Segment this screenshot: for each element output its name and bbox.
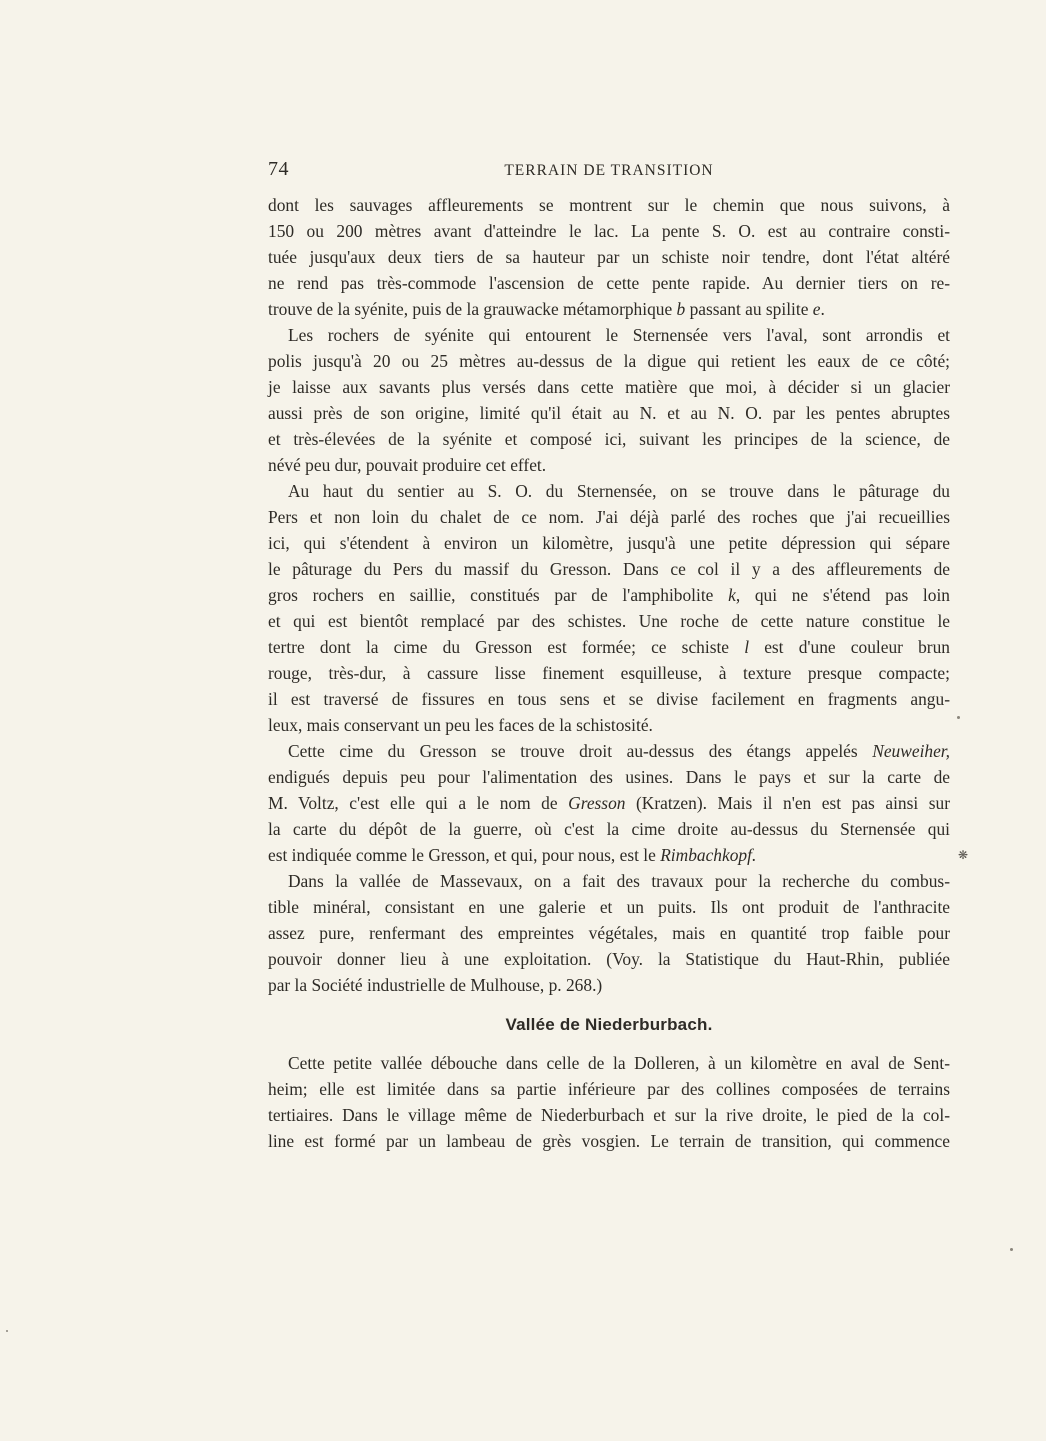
text-line: et qui est bientôt remplacé par des schistes. Une roche de cette nature constitue le	[268, 611, 950, 631]
text-line: 150 ou 200 mètres avant d'atteindre le lac. La pente S. O. est au contraire consti-	[268, 221, 950, 241]
text-line: assez pure, renfermant des empreintes végétales, mais en quantité trop faible pour	[268, 923, 950, 943]
text-line: névé peu dur, pouvait produire cet effet.	[268, 455, 547, 475]
page-header	[268, 158, 950, 188]
text-line: heim; elle est limitée dans sa partie inférieure par des collines composées de terrains	[268, 1079, 950, 1099]
text-line: tuée jusqu'aux deux tiers de sa hauteur par un schiste noir tendre, dont l'état altéré	[268, 247, 950, 267]
margin-mark-icon: ❋	[958, 848, 969, 862]
text-line: M. Voltz, c'est elle qui a le nom de Gresson (Kratzen). Mais il n'en est pas ainsi sur	[268, 793, 950, 813]
text-line: tible minéral, consistant en une galerie et un puits. Ils ont produit de l'anthracite	[268, 897, 950, 917]
section-heading: Vallée de Niederburbach.	[505, 1015, 713, 1034]
text-line: est indiquée comme le Gresson, et qui, pour nous, est le Rimbachkopf.	[268, 845, 757, 865]
text-line: tertre dont la cime du Gresson est formée; ce schiste l est d'une couleur brun	[268, 637, 950, 657]
text-line: gros rochers en saillie, constitués par de l'amphibolite k, qui ne s'étend pas loin	[268, 585, 950, 605]
text-line: ne rend pas très-commode l'ascension de cette pente rapide. Au dernier tiers on re-	[268, 273, 950, 293]
paper-speck	[957, 716, 960, 719]
text-line: endigués depuis peu pour l'alimentation des usines. Dans le pays et sur la carte de	[268, 767, 950, 787]
text-line: le pâturage du Pers du massif du Gresson. Dans ce col il y a des affleurements de	[268, 559, 950, 579]
paper-speck	[1010, 1248, 1013, 1251]
text-line: Cette petite vallée débouche dans celle de la Dolleren, à un kilomètre en aval de Sent-	[288, 1053, 950, 1073]
text-line: Pers et non loin du chalet de ce nom. J'ai déjà parlé des roches que j'ai recueillies	[268, 507, 950, 527]
text-line: dont les sauvages affleurements se montrent sur le chemin que nous suivons, à	[268, 195, 950, 215]
text-line: leux, mais conservant un peu les faces de la schistosité.	[268, 715, 653, 735]
text-line: Dans la vallée de Massevaux, on a fait des travaux pour la recherche du combus-	[288, 871, 950, 891]
text-line: il est traversé de fissures en tous sens et se divise facilement en fragments angu-	[268, 689, 950, 709]
text-line: Les rochers de syénite qui entourent le Sternensée vers l'aval, sont arrondis et	[288, 325, 950, 345]
text-line: par la Société industrielle de Mulhouse, p. 268.)	[268, 975, 603, 995]
text-line: et très-élevées de la syénite et composé ici, suivant les principes de la science, de	[268, 429, 950, 449]
text-line: Cette cime du Gresson se trouve droit au-dessus des étangs appelés Neuweiher,	[288, 741, 950, 761]
running-head: TERRAIN DE TRANSITION	[504, 162, 714, 179]
text-line: je laisse aux savants plus versés dans cette matière que moi, à décider si un glacier	[268, 377, 950, 397]
text-line: la carte du dépôt de la guerre, où c'est la cime droite au-dessus du Sternensée qui	[268, 819, 950, 839]
text-line: rouge, très-dur, à cassure lisse finement esquilleuse, à texture presque compacte;	[268, 663, 950, 683]
page-number: 74	[268, 158, 289, 180]
text-line: polis jusqu'à 20 ou 25 mètres au-dessus de la digue qui retient les eaux de ce côté;	[268, 351, 950, 371]
text-line: Au haut du sentier au S. O. du Sternensée, on se trouve dans le pâturage du	[288, 481, 950, 501]
text-line: tertiaires. Dans le village même de Niederburbach et sur la rive droite, le pied de la col-	[268, 1105, 950, 1125]
text-line: pouvoir donner lieu à une exploitation. (Voy. la Statistique du Haut-Rhin, publiée	[268, 949, 950, 969]
text-line: trouve de la syénite, puis de la grauwacke métamorphique b passant au spilite e.	[268, 299, 825, 319]
paper-speck	[6, 1330, 8, 1332]
text-line: ici, qui s'étendent à environ un kilomètre, jusqu'à une petite dépression qui sépare	[268, 533, 950, 553]
text-line: line est formé par un lambeau de grès vosgien. Le terrain de transition, qui commence	[268, 1131, 950, 1151]
body-text	[268, 192, 950, 1154]
text-line: aussi près de son origine, limité qu'il était au N. et au N. O. par les pentes abruptes	[268, 403, 950, 423]
